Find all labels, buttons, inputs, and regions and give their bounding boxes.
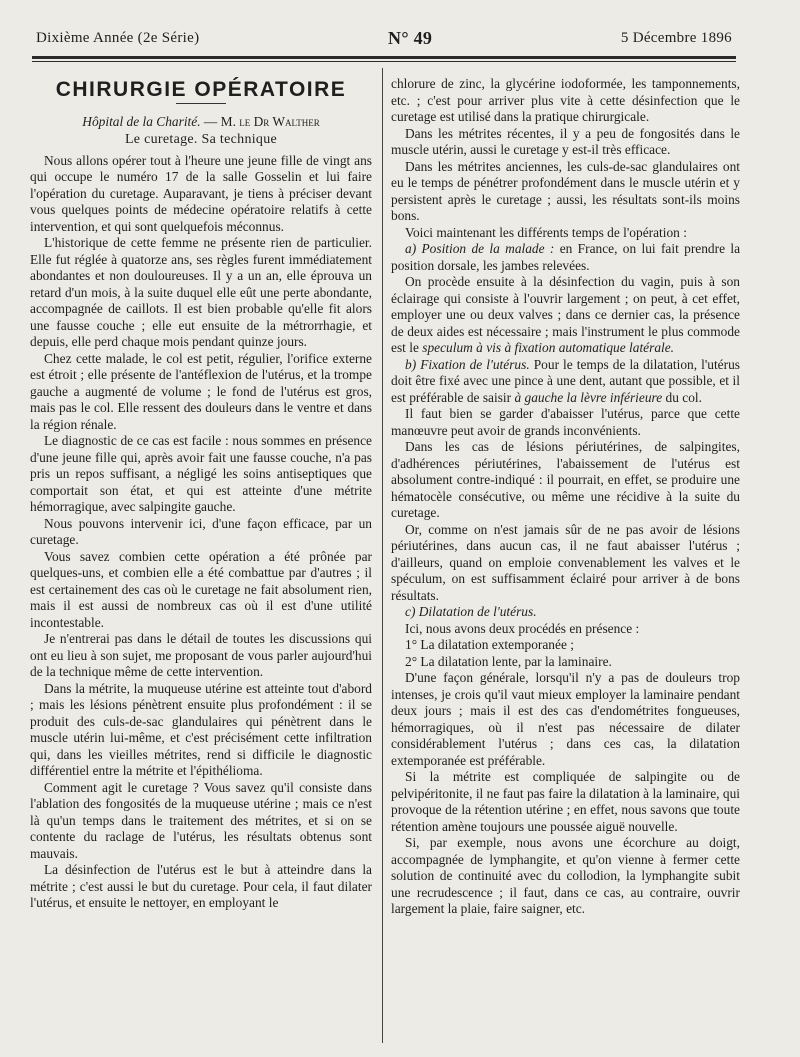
paragraph: Si la métrite est compliquée de salpingite ou de pelvipéritonite, il ne faut pas faire la dilatation à la laminaire, qui provoque de la rétention utérine ; en effet, nous savons que toute rétention amène toujours une poussée aiguë nouvelle.: [391, 769, 740, 834]
list-item: 2° La dilatation lente, par la laminaire.: [405, 653, 612, 669]
paragraph: Or, comme on n'est jamais sûr de ne pas avoir de lésions périutérines, dans aucun cas, il ne faut abaisser l'utérus ; d'ailleurs, quand on emploie convenablement les valves et le spéculum, on est suffisamment éclairé pour arriver à de bons résultats.: [391, 521, 740, 603]
paragraph: Le diagnostic de ce cas est facile : nous sommes en présence d'une jeune fille qui, après avoir fait une fausse couche, n'a pas pris un repos suffisant, a négligé les soins antiseptiques que comportait son état, et qui est atteinte d'une métrite hémorragique, avec salpingite gauche.: [30, 433, 372, 514]
paragraph: Je n'entrerai pas dans le détail de toutes les discussions qui ont eu lieu à son sujet, me proposant de vous parler aujourd'hui de la technique même de cette intervention.: [30, 631, 372, 679]
paragraph-text: On procède ensuite à la désinfection du vagin, puis à son éclairage qui consiste à l'ouvrir largement ; on peut, à cet effet, employer une ou deux valves ; dans ce dernier cas, la présence de deux aides est nécessaire ; mais l'instrument le plus commode est le: [391, 274, 740, 355]
step-b-text: Pour le temps de la dilatation, l'utérus doit être fixé avec une pince à une dent, autant que possible, et il est préférable de saisir: [391, 356, 740, 405]
step-b-tail: du col.: [662, 389, 702, 405]
paragraph: Ici, nous avons deux procédés en présence :: [405, 620, 640, 636]
article-location: Hôpital de la Charité.: [82, 113, 201, 129]
column-divider: [382, 68, 383, 1043]
step-b-italic: à gauche la lèvre inférieure: [514, 389, 663, 405]
title-separator: [176, 103, 226, 104]
step-a-label: a) Position de la malade :: [405, 241, 555, 256]
list-item: 1° La dilatation extemporanée ;: [405, 637, 574, 652]
article-byline: [30, 114, 372, 131]
header-rule-thick: [32, 56, 736, 59]
step-a: [391, 241, 740, 274]
article-subtitle: Le curetage. Sa technique: [124, 132, 278, 147]
paragraph: D'une façon générale, lorsqu'il n'y a pas de douleurs trop intenses, je crois qu'il vaut mieux employer la laminaire pendant deux jours ; mais il est des cas d'endométrites fongueuses, hémorragiques, où il n'est pas nécessaire de dilater considérablement l'utérus ; dans ces cas, la dilatation extemporanée est préférable.: [391, 670, 740, 768]
paragraph: Dans la métrite, la muqueuse utérine est atteinte tout d'abord ; mais les lésions pénètrent ensuite plus profondément : il se produit des culs-de-sac glandulaires qui pénètrent dans le muscle utérin lui-même, et c'est précisément cette infiltration qui, dans les vieilles métrites, rend si difficile le diagnostic différentiel entre la métrite et l'épithélioma.: [30, 680, 372, 778]
article-author: — M. le Dr Walther: [203, 113, 320, 129]
paragraph: Dans les métrites anciennes, les culs-de-sac glandulaires ont eu le temps de pénétrer profondément dans le muscle utérin et y persistent après le curetage ; aussi, les résultats sont-ils moins bons.: [391, 158, 740, 223]
paragraph: Voici maintenant les différents temps de l'opération :: [405, 224, 687, 240]
paragraph: La désinfection de l'utérus est le but à atteindre dans la métrite ; c'est aussi le but du curetage. Pour cela, il faut dilater l'utérus, et ensuite le nettoyer, en employant le: [30, 862, 372, 910]
paragraph: Nous allons opérer tout à l'heure une jeune fille de vingt ans qui occupe le numéro 17 de la salle Gosselin et lui faire l'opération du curetage. Auparavant, je tiens à préciser devant vous quelques points de médecine opératoire relatifs à cette intervention, et qui sont quelquefois méconnus.: [30, 152, 372, 234]
paragraph: Nous pouvons intervenir ici, d'une façon efficace, par un curetage.: [30, 515, 372, 547]
paragraph: L'historique de cette femme ne présente rien de particulier. Elle fut réglée à quatorze ans, ses règles furent immédiatement abondantes et non douloureuses. Il y a un an, elle éprouva un retard d'un mois, à la suite duquel elle eût une perte abondante, accompagnée de caillots. Il est bien probable qu'elle fit alors une fausse couche ; elle eut ensuite de la métrorrhagie, et depuis, elle perd chaque mois pendant quinze jours.: [30, 235, 372, 349]
paragraph: chlorure de zinc, la glycérine iodoformée, les tamponnements, etc. ; c'est pour arriver plus vite à cette désinfection que le curetage est utilisé dans la pratique chirurgicale.: [391, 76, 740, 124]
page-header: [36, 26, 732, 50]
step-c: c) Dilatation de l'utérus.: [405, 604, 537, 619]
header-edition: Dixième Année (2e Série): [36, 29, 200, 46]
paragraph: Comment agit le curetage ? Vous savez qu'il consiste dans l'ablation des fongosités de la muqueuse utérine ; mais ce n'est là qu'un temps dans le traitement des métrites, et si on se contente du raclage de l'utérus, les résultats obtenus sont mauvais.: [30, 779, 372, 861]
paragraph: Dans les cas de lésions périutérines, de salpingites, d'adhérences périutérines, l'abaissement de l'utérus est absolument contre-indiqué : il pourrait, en effet, se produire une hématocèle consécutive, ou même une récidive à la suite du curetage.: [391, 439, 740, 520]
paragraph: Dans les métrites récentes, il y a peu de fongosités dans le muscle utérin, aussi le curetage y est-il très efficace.: [391, 125, 740, 157]
left-column: [30, 70, 372, 912]
header-rule-thin: [32, 61, 736, 62]
paragraph: Chez cette malade, le col est petit, régulier, l'orifice externe est étroit ; elle présente de l'antéflexion de l'utérus, et la trompe gauche a augmenté de volume ; le fond de l'utérus est gros, mais pas le col. Elle ressent des douleurs dans le ventre et dans la région rénale.: [30, 350, 372, 432]
header-issue-number: N° 49: [388, 27, 433, 48]
step-b-label: b) Fixation de l'utérus.: [405, 356, 530, 372]
step-a-text: en France, on lui fait prendre la position dorsale, les jambes relevées.: [391, 241, 741, 273]
speculum-name: speculum à vis à fixation automatique latérale.: [422, 340, 675, 355]
article-title: CHIRURGIE OPÉRATOIRE: [55, 78, 347, 101]
header-date: 5 Décembre 1896: [620, 29, 732, 46]
paragraph: [391, 274, 740, 357]
paragraph: Vous savez combien cette opération a été prônée par quelques-uns, et combien elle a été combattue par d'autres ; il est certainement des cas où le curetage ne fait absolument rien, mais il est aussi de nombreux cas où il est d'une utilité incontestable.: [30, 548, 372, 630]
step-b: [391, 357, 740, 407]
right-column: [391, 76, 740, 918]
paragraph: Si, par exemple, nous avons une écorchure au doigt, accompagnée de lymphangite, et qu'on vienne à fermer cette solution de continuité avec du collodion, la lymphangite subit une recrudescence ; il faut, dans ce cas, au contraire, ouvrir largement la plaie, faire saigner, etc.: [391, 835, 740, 916]
paragraph: Il faut bien se garder d'abaisser l'utérus, parce que cette manœuvre peut avoir de grands inconvénients.: [391, 406, 740, 438]
